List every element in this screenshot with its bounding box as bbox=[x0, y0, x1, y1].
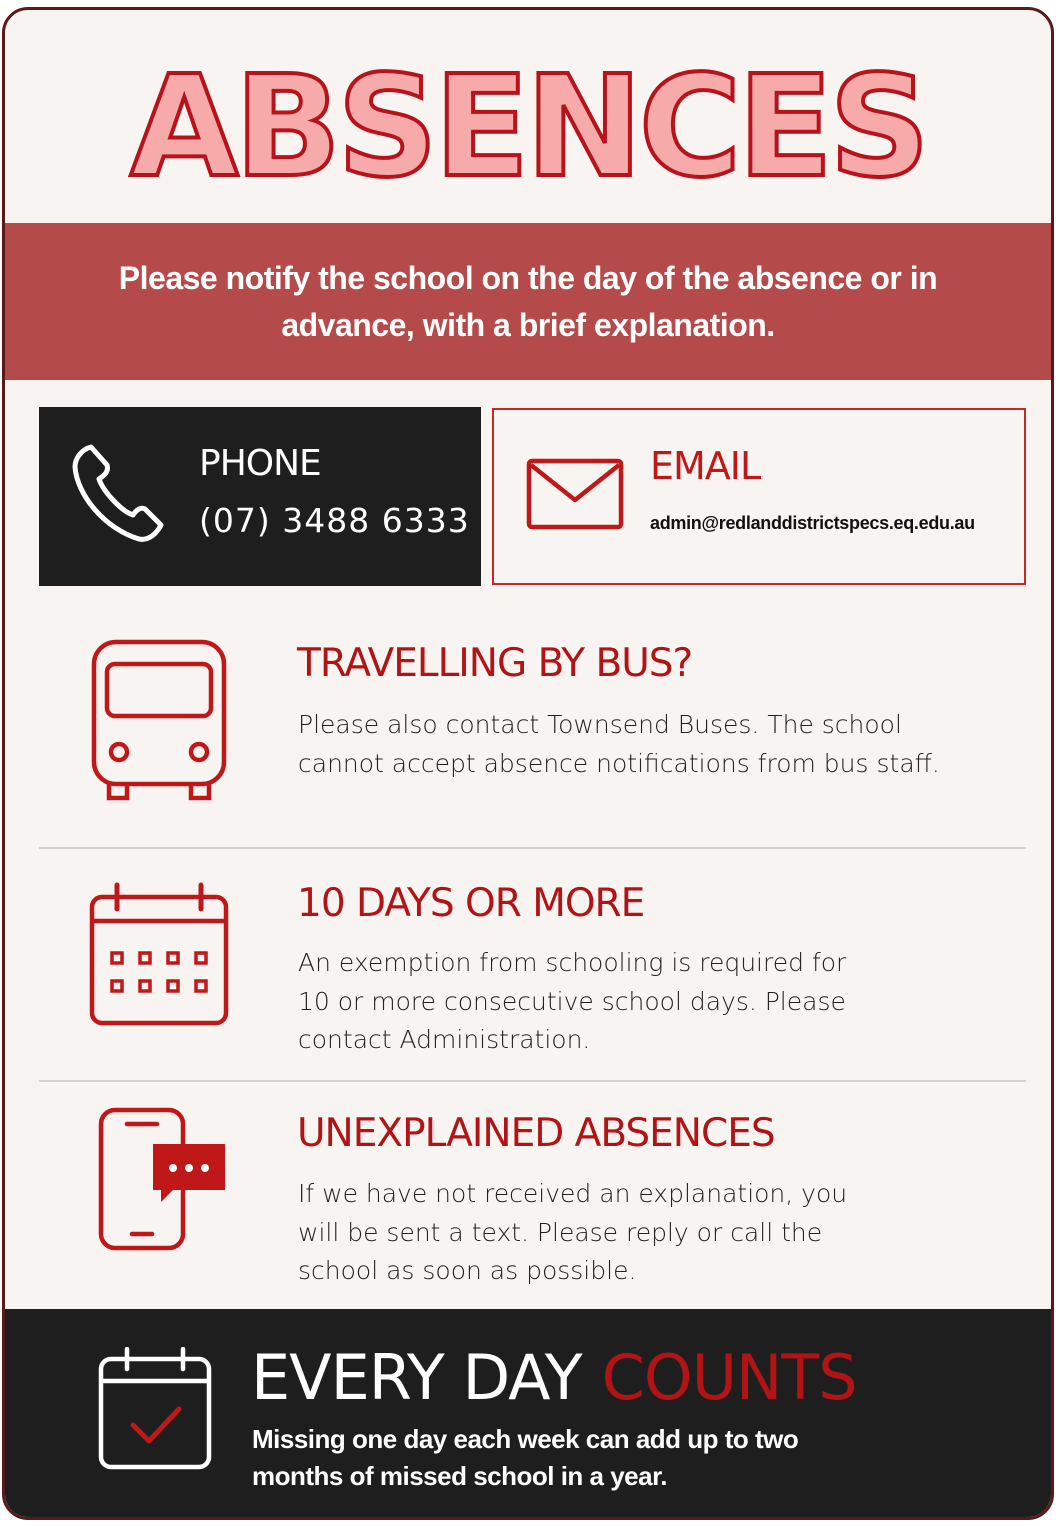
mobile-message-icon bbox=[97, 1106, 229, 1252]
body-line: If we have not received an explanation, you bbox=[298, 1179, 848, 1208]
notice-text: Please notify the school on the day of the absence or in advance, with a brief explanation. bbox=[118, 259, 938, 343]
section-title-unexplained: UNEXPLAINED ABSENCES bbox=[297, 1111, 775, 1156]
body-line: An exemption from schooling is required for bbox=[298, 948, 847, 977]
body-line: will be sent a text. Please reply or call the bbox=[298, 1217, 823, 1247]
divider bbox=[39, 1080, 1026, 1082]
email-label: EMAIL bbox=[650, 444, 761, 488]
section-body-unexplained bbox=[298, 1175, 847, 1291]
divider bbox=[39, 847, 1026, 849]
poster bbox=[2, 7, 1054, 1520]
phone-label: PHONE bbox=[199, 443, 321, 484]
bus-icon bbox=[89, 638, 229, 804]
calendar-check-icon bbox=[97, 1347, 213, 1471]
calendar-icon bbox=[87, 881, 231, 1031]
body-line: months of missed school in a year. bbox=[252, 1461, 668, 1491]
phone-icon bbox=[69, 437, 169, 547]
footer-body bbox=[252, 1421, 812, 1495]
body-line: contact Administration. bbox=[298, 1025, 591, 1054]
notice-banner bbox=[5, 223, 1051, 380]
page-title: ABSENCES bbox=[130, 46, 926, 209]
body-line: 10 or more consecutive school days. Please bbox=[298, 986, 846, 1016]
email-card bbox=[492, 408, 1026, 585]
body-line: Please also contact Townsend Buses. The school bbox=[298, 710, 902, 739]
section-title-bus: TRAVELLING BY BUS? bbox=[297, 641, 693, 686]
section-title-10-days: 10 DAYS OR MORE bbox=[297, 881, 645, 926]
phone-card bbox=[39, 407, 481, 586]
envelope-icon bbox=[526, 458, 624, 530]
footer-heading-red: COUNTS bbox=[601, 1341, 857, 1414]
body-line: cannot accept absence notifications from bus staff. bbox=[298, 748, 940, 778]
section-body-bus bbox=[298, 706, 940, 783]
body-line: school as soon as possible. bbox=[298, 1256, 637, 1285]
email-address[interactable]: admin@redlanddistrictspecs.eq.edu.au bbox=[650, 513, 975, 533]
phone-number[interactable]: (07) 3488 6333 bbox=[199, 501, 470, 540]
footer-heading-white: EVERY DAY bbox=[251, 1341, 582, 1414]
body-line: Missing one day each week can add up to two bbox=[252, 1424, 799, 1454]
section-body-10-days bbox=[298, 944, 846, 1060]
footer-heading bbox=[251, 1341, 857, 1414]
footer-banner bbox=[5, 1309, 1051, 1520]
